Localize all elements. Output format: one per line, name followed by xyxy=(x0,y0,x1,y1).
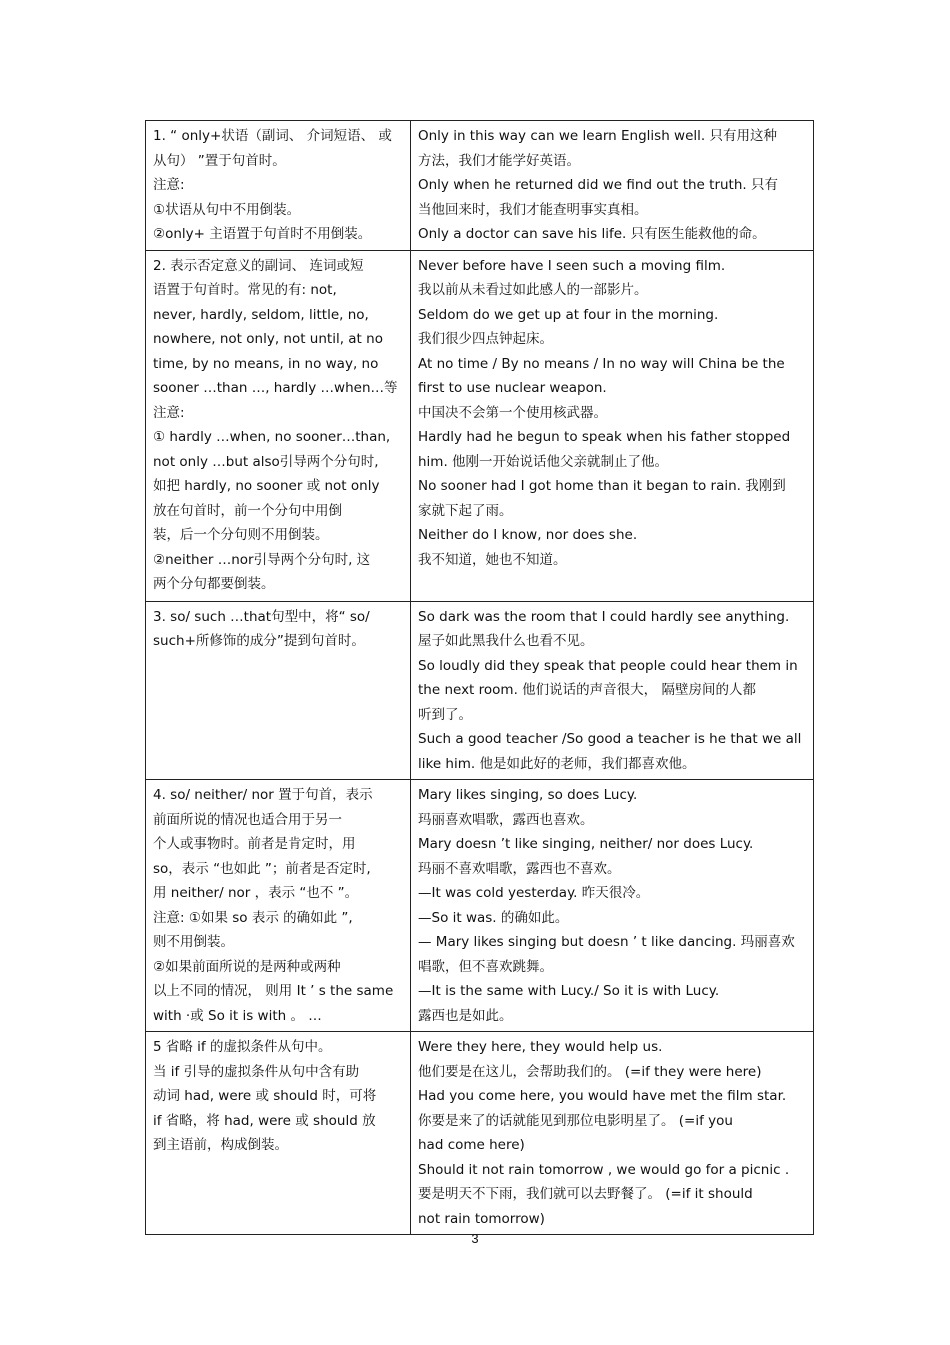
rule-cell xyxy=(146,250,411,601)
example-line: Only when he returned did we find out the truth. 只有 xyxy=(418,177,778,193)
rule-line: such+所修饰的成分”提到句首时。 xyxy=(153,633,365,649)
example-line: —It is the same with Lucy./ So it is with Lucy. xyxy=(418,983,720,999)
example-line: No sooner had I got home than it began to rain. 我刚到 xyxy=(418,478,786,494)
example-line: 你要是来了的话就能见到那位电影明星了。 (=if you xyxy=(418,1112,733,1129)
example-line: 中国决不会第一个使用核武器。 xyxy=(418,404,607,421)
example-line: 露西也是如此。 xyxy=(418,1007,513,1024)
example-line: So loudly did they speak that people could hear them in xyxy=(418,657,798,674)
table-row xyxy=(146,250,814,601)
example-line: not rain tomorrow) xyxy=(418,1210,545,1227)
example-line: Neither do I know, nor does she. xyxy=(418,527,638,543)
rule-line: 1. “ only+状语（副词、 介词短语、 或 xyxy=(153,128,392,144)
rule-line: 以上不同的情况， 则用 It ’ s the same xyxy=(153,983,394,999)
rule-line: 用 neither/ nor ，表示 “也不 ”。 xyxy=(153,885,359,901)
example-line: —So it was. 的确如此。 xyxy=(418,909,569,926)
rule-line: ②only+ 主语置于句首时不用倒装。 xyxy=(153,226,372,242)
example-line: Mary doesn ’t like singing, neither/ nor does Lucy. xyxy=(418,836,754,852)
rule-line: not only …but also引导两个分句时, xyxy=(153,453,379,470)
example-line: Mary likes singing, so does Lucy. xyxy=(418,787,638,803)
example-line: 当他回来时，我们才能查明事实真相。 xyxy=(418,201,648,218)
rule-line: 2. 表示否定意义的副词、 连词或短 xyxy=(153,257,364,274)
rule-line: ①状语从句中不用倒装。 xyxy=(153,201,301,218)
rule-line: never, hardly, seldom, little, no, xyxy=(153,306,369,323)
rule-line: ②neither …nor引导两个分句时, 这 xyxy=(153,551,371,568)
example-line: 方法，我们才能学好英语。 xyxy=(418,152,580,169)
example-line: 要是明天不下雨，我们就可以去野餐了。 (=if it should xyxy=(418,1186,753,1202)
example-cell xyxy=(411,250,814,601)
rule-line: 动词 had, were 或 should 时，可将 xyxy=(153,1088,377,1104)
rule-line: if 省略，将 had, were 或 should 放 xyxy=(153,1112,376,1129)
example-line: 屋子如此黑我什么也看不见。 xyxy=(418,633,594,649)
rule-line: 如把 hardly, no sooner 或 not only xyxy=(153,478,380,494)
example-line: 玛丽喜欢唱歌，露西也喜欢。 xyxy=(418,811,594,828)
rule-line: 4. so/ neither/ nor 置于句首，表示 xyxy=(153,787,373,803)
example-line: Should it not rain tomorrow , we would go for a picnic . xyxy=(418,1161,790,1178)
example-line: Seldom do we get up at four in the morning. xyxy=(418,306,719,323)
example-line: Hardly had he begun to speak when his father stopped xyxy=(418,429,791,445)
rule-line: 个人或事物时。前者是肯定时，用 xyxy=(153,836,356,852)
grammar-inversion-table xyxy=(145,120,814,1235)
rule-line: 注意: xyxy=(153,177,185,193)
example-line: the next room. 他们说话的声音很大， 隔壁房间的人都 xyxy=(418,682,756,698)
example-line: Had you come here, you would have met the film star. xyxy=(418,1088,787,1104)
example-line: 唱歌，但不喜欢跳舞。 xyxy=(418,958,553,975)
table-row xyxy=(146,121,814,251)
example-cell xyxy=(411,601,814,780)
example-line: Only in this way can we learn English well. 只有用这种 xyxy=(418,128,777,144)
rule-line: 3. so/ such …that句型中，将“ so/ xyxy=(153,608,370,625)
rule-line: 两个分句都要倒装。 xyxy=(153,576,275,592)
rule-line: 装，后一个分句则不用倒装。 xyxy=(153,527,329,543)
rule-line: 语置于句首时。常见的有: not, xyxy=(153,282,337,298)
example-cell xyxy=(411,121,814,251)
rule-line: 则不用倒装。 xyxy=(153,934,234,950)
rule-cell xyxy=(146,1032,411,1235)
example-line: At no time / By no means / In no way will China be the xyxy=(418,355,785,372)
rule-line: 注意: ①如果 so 表示 的确如此 ”, xyxy=(153,909,353,926)
table-row xyxy=(146,780,814,1032)
example-line: 他们要是在这儿，会帮助我们的。 (=if they were here) xyxy=(418,1063,762,1080)
table-row xyxy=(146,601,814,780)
example-line: Never before have I seen such a moving film. xyxy=(418,257,726,274)
example-line: like him. 他是如此好的老师，我们都喜欢他。 xyxy=(418,755,696,772)
example-line: 我不知道，她也不知道。 xyxy=(418,551,567,568)
rule-line: so，表示 “也如此 ”；前者是否定时, xyxy=(153,860,371,877)
rule-line: 前面所说的情况也适合用于另一 xyxy=(153,811,342,828)
example-line: Were they here, they would help us. xyxy=(418,1039,663,1055)
example-line: —It was cold yesterday. 昨天很冷。 xyxy=(418,885,650,901)
example-cell xyxy=(411,780,814,1032)
rule-cell xyxy=(146,780,411,1032)
rule-line: ① hardly …when, no sooner…than, xyxy=(153,429,391,445)
example-line: Such a good teacher /So good a teacher is he that we all xyxy=(418,731,802,747)
example-line: 我以前从未看过如此感人的一部影片。 xyxy=(418,282,648,298)
rule-line: 从句） ”置于句首时。 xyxy=(153,152,286,169)
rule-cell xyxy=(146,121,411,251)
example-cell xyxy=(411,1032,814,1235)
example-line: 听到了。 xyxy=(418,706,472,723)
rule-line: time, by no means, in no way, no xyxy=(153,355,379,372)
rule-line: 5 省略 if 的虚拟条件从句中。 xyxy=(153,1039,332,1055)
rule-line: with ·或 So it is with 。 … xyxy=(153,1007,322,1024)
rule-line: 到主语前，构成倒装。 xyxy=(153,1137,288,1153)
example-line: him. 他刚一开始说话他父亲就制止了他。 xyxy=(418,453,669,470)
rule-line: nowhere, not only, not until, at no xyxy=(153,331,383,347)
rule-line: 注意: xyxy=(153,404,185,421)
rule-line: ②如果前面所说的是两种或两种 xyxy=(153,958,341,975)
example-line: had come here) xyxy=(418,1137,525,1153)
page-number: 3 xyxy=(471,1231,479,1246)
example-line: first to use nuclear weapon. xyxy=(418,380,607,396)
rule-line: 放在句首时，前一个分句中用倒 xyxy=(153,502,342,519)
example-line: Only a doctor can save his life. 只有医生能救他的命。 xyxy=(418,226,766,242)
example-line: 我们很少四点钟起床。 xyxy=(418,331,553,347)
example-line: 家就下起了雨。 xyxy=(418,502,513,519)
example-line: — Mary likes singing but doesn ’ t like dancing. 玛丽喜欢 xyxy=(418,934,795,950)
rule-line: sooner …than …, hardly …when…等 xyxy=(153,380,398,396)
example-line: 玛丽不喜欢唱歌，露西也不喜欢。 xyxy=(418,860,621,877)
table-row xyxy=(146,1032,814,1235)
example-line: So dark was the room that I could hardly see anything. xyxy=(418,608,790,625)
rule-line: 当 if 引导的虚拟条件从句中含有助 xyxy=(153,1063,360,1080)
rule-cell xyxy=(146,601,411,780)
